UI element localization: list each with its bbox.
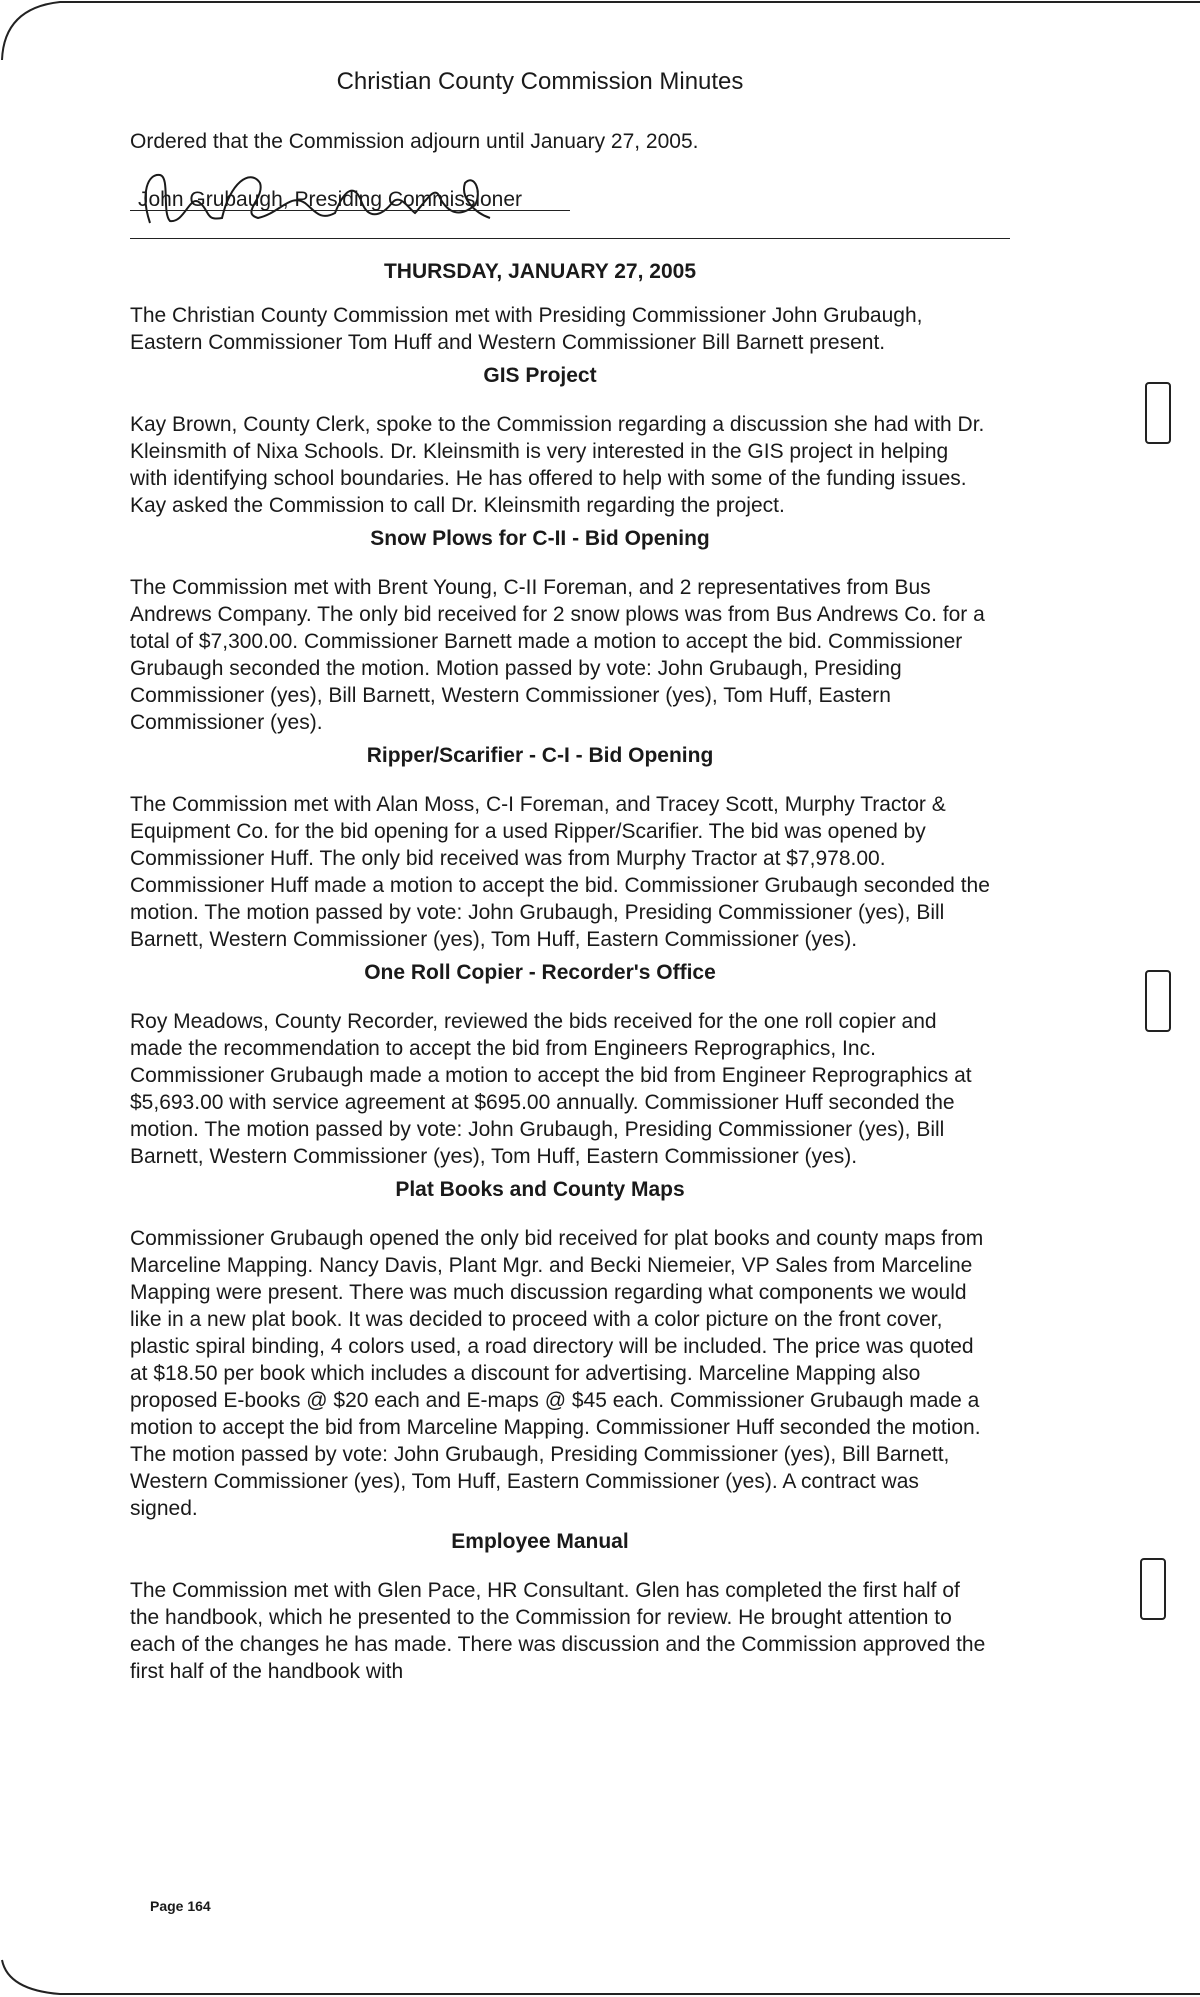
minutes-text [130,302,990,1691]
page-title: Christian County Commission Minutes [336,68,744,95]
section-body: Kay Brown, County Clerk, spoke to the Commission regarding a discussion she had with Dr. Kleinsmith of Nixa Schools. Dr. Kleinsmith is very interested in the GIS project in helping with identifying school boundaries. He has offered to help with some of the funding issues. Kay asked the Commission to call Dr. Kleinsmith regarding the project. [130,413,985,517]
section-heading: Employee Manual [451,1530,629,1553]
margin-checkbox-marker [1145,970,1171,1032]
section-body: Commissioner Grubaugh opened the only bid received for plat books and county maps from Marceline Mapping. Nancy Davis, Plant Mgr. and Becki Niemeier, VP Sales from Marceline Mapping were present. There was much discussion regarding what components we would like in a new plat book. It was decided to proceed with a color picture on the front cover, plastic spiral binding, 4 colors used, a road directory will be included. The price was quoted at $18.50 per book which includes a discount for advertising. Marceline Mapping also proposed E-books @ $20 each and E-maps @ $45 each. Commissioner Grubaugh made a motion to accept the bid from Marceline Mapping. Commissioner Huff seconded the motion. The motion passed by vote: John Grubaugh, Presiding Commissioner (yes), Bill Barnett, Western Commissioner (yes), Tom Huff, Eastern Commissioner (yes). A contract was signed. [130,1227,984,1520]
section-heading: Ripper/Scarifier - C-I - Bid Opening [366,744,714,767]
section-heading: One Roll Copier - Recorder's Office [364,961,716,984]
margin-checkbox-marker [1145,382,1171,444]
divider [130,238,1010,239]
section-body: The Commission met with Brent Young, C-II Foreman, and 2 representatives from Bus Andrews Company. The only bid received for 2 snow plows was from Bus Andrews Co. for a total of $7,300.00. Commissioner Barnett made a motion to accept the bid. Commissioner Grubaugh seconded the motion. Motion passed by vote: John Grubaugh, Presiding Commissioner (yes), Bill Barnett, Western Commissioner (yes), Tom Huff, Eastern Commissioner (yes). [130,576,985,734]
section-heading: Plat Books and County Maps [395,1178,685,1201]
intro-paragraph: The Christian County Commission met with Presiding Commissioner John Grubaugh, Eastern Commissioner Tom Huff and Western Commissioner Bill Barnett present. [130,304,923,354]
signer-name: John Grubaugh, Presiding Commissioner [138,188,523,211]
section-body: Roy Meadows, County Recorder, reviewed the bids received for the one roll copier and made the recommendation to accept the bid from Engineers Reprographics, Inc. Commissioner Grubaugh made a motion to accept the bid from Engineer Reprographics at $5,693.00 with service agreement at $695.00 annually. Commissioner Huff seconded the motion. The motion passed by vote: John Grubaugh, Presiding Commissioner (yes), Bill Barnett, Western Commissioner (yes), Tom Huff, Eastern Commissioner (yes). [130,1010,972,1168]
page-number: Page 164 [150,1898,211,1914]
adjourn-statement: Ordered that the Commission adjourn until January 27, 2005. [130,130,699,153]
section-heading: Snow Plows for C-II - Bid Opening [370,527,710,550]
margin-checkbox-marker [1140,1558,1166,1620]
meeting-date-heading: THURSDAY, JANUARY 27, 2005 [383,260,697,283]
section-heading: GIS Project [483,364,597,387]
section-body: The Commission met with Alan Moss, C-I Foreman, and Tracey Scott, Murphy Tractor & Equipment Co. for the bid opening for a used Ripper/Scarifier. The bid was opened by Commissioner Huff. The only bid received was from Murphy Tractor at $7,978.00. Commissioner Huff made a motion to accept the bid. Commissioner Grubaugh seconded the motion. The motion passed by vote: John Grubaugh, Presiding Commissioner (yes), Bill Barnett, Western Commissioner (yes), Tom Huff, Eastern Commissioner (yes). [130,793,990,951]
section-body: The Commission met with Glen Pace, HR Consultant. Glen has completed the first half of the handbook, which he presented to the Commission for review. He brought attention to each of the changes he has made. There was discussion and the Commission approved the first half of the handbook with [130,1579,986,1683]
